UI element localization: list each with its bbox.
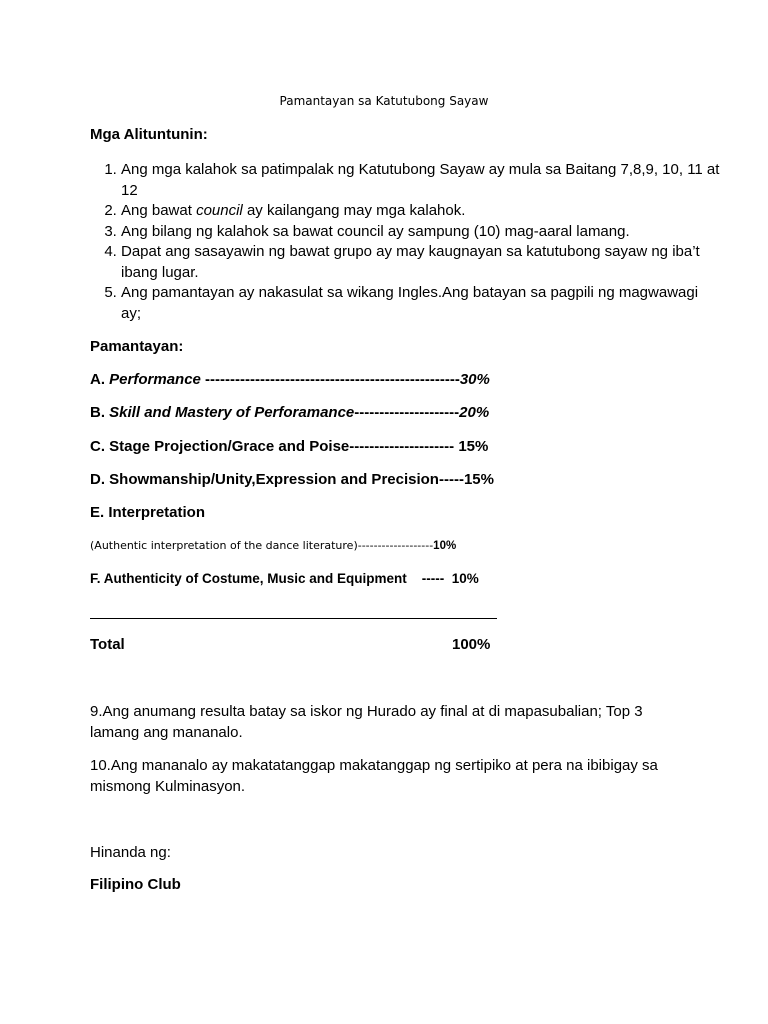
criterion-e: E. Interpretation: [90, 504, 206, 521]
rule-2-prefix: Ang bawat: [121, 202, 197, 219]
criterion-e-note-text: (Authentic interpretation of the dance literature)-------------------: [90, 539, 434, 552]
signatory: Filipino Club: [90, 876, 181, 893]
paragraph-10: 10.Ang mananalo ay makatatanggap makatanggap ng sertipiko at pera na ibibigay sa mismong Kulminasyon.: [90, 757, 658, 795]
rule-item-3: 3. Ang bilang ng kalahok sa bawat council ay sampung (10) mag-aaral lamang.: [121, 222, 721, 243]
criterion-b: [90, 404, 489, 421]
criterion-a-label: Performance: [109, 371, 201, 388]
criterion-f: F. Authenticity of Costume, Music and Equipment ----- 10%: [90, 571, 479, 586]
total-label: Total: [90, 636, 125, 653]
criterion-c: C. Stage Projection/Grace and Poise--------------------- 15%: [90, 438, 489, 455]
paragraph-9: 9.Ang anumang resulta batay sa iskor ng Hurado ay final at di mapasubalian; Top 3 lamang ang mananalo.: [90, 703, 643, 741]
rule-item-1: 1. Ang mga kalahok sa patimpalak ng Katutubong Sayaw ay mula sa Baitang 7,8,9, 10, 11 at 12: [121, 160, 721, 201]
criterion-e-note: [90, 539, 456, 552]
total-value: 100%: [452, 636, 491, 653]
criterion-b-dashes: ---------------------: [354, 404, 460, 421]
rule-item-2: [121, 201, 721, 222]
criterion-a-prefix: A.: [90, 371, 110, 388]
rule-2-text: ay kailangang may mga kalahok.: [246, 202, 466, 219]
criteria-heading: Pamantayan:: [90, 338, 184, 355]
criterion-a-percent: 30%: [459, 371, 490, 388]
guidelines-heading: Mga Alituntunin:: [90, 126, 208, 143]
rule-item-4: 4. Dapat ang sasayawin ng bawat grupo ay may kaugnayan sa katutubong sayaw ng iba’t ibang lugar.: [121, 242, 721, 283]
rule-2-italic: council: [196, 202, 243, 219]
rule-item-5: 5. Ang pamantayan ay nakasulat sa wikang Ingles.Ang batayan sa pagpili ng magwawagi ay;: [121, 283, 721, 324]
rules-list: [90, 160, 721, 324]
criterion-d: D. Showmanship/Unity,Expression and Precision-----15%: [90, 471, 494, 488]
criterion-b-percent: 20%: [459, 404, 490, 421]
criterion-a: [90, 371, 490, 388]
prepared-by-label: Hinanda ng:: [90, 844, 171, 861]
criterion-b-prefix: B.: [90, 404, 110, 421]
criterion-a-dashes: ---------------------------------------------------: [200, 371, 460, 388]
divider-line: [90, 618, 497, 619]
document-title: Pamantayan sa Katutubong Sayaw: [279, 94, 489, 108]
criterion-b-label: Skill and Mastery of Perforamance: [109, 404, 355, 421]
criterion-e-percent: 10%: [433, 540, 457, 552]
